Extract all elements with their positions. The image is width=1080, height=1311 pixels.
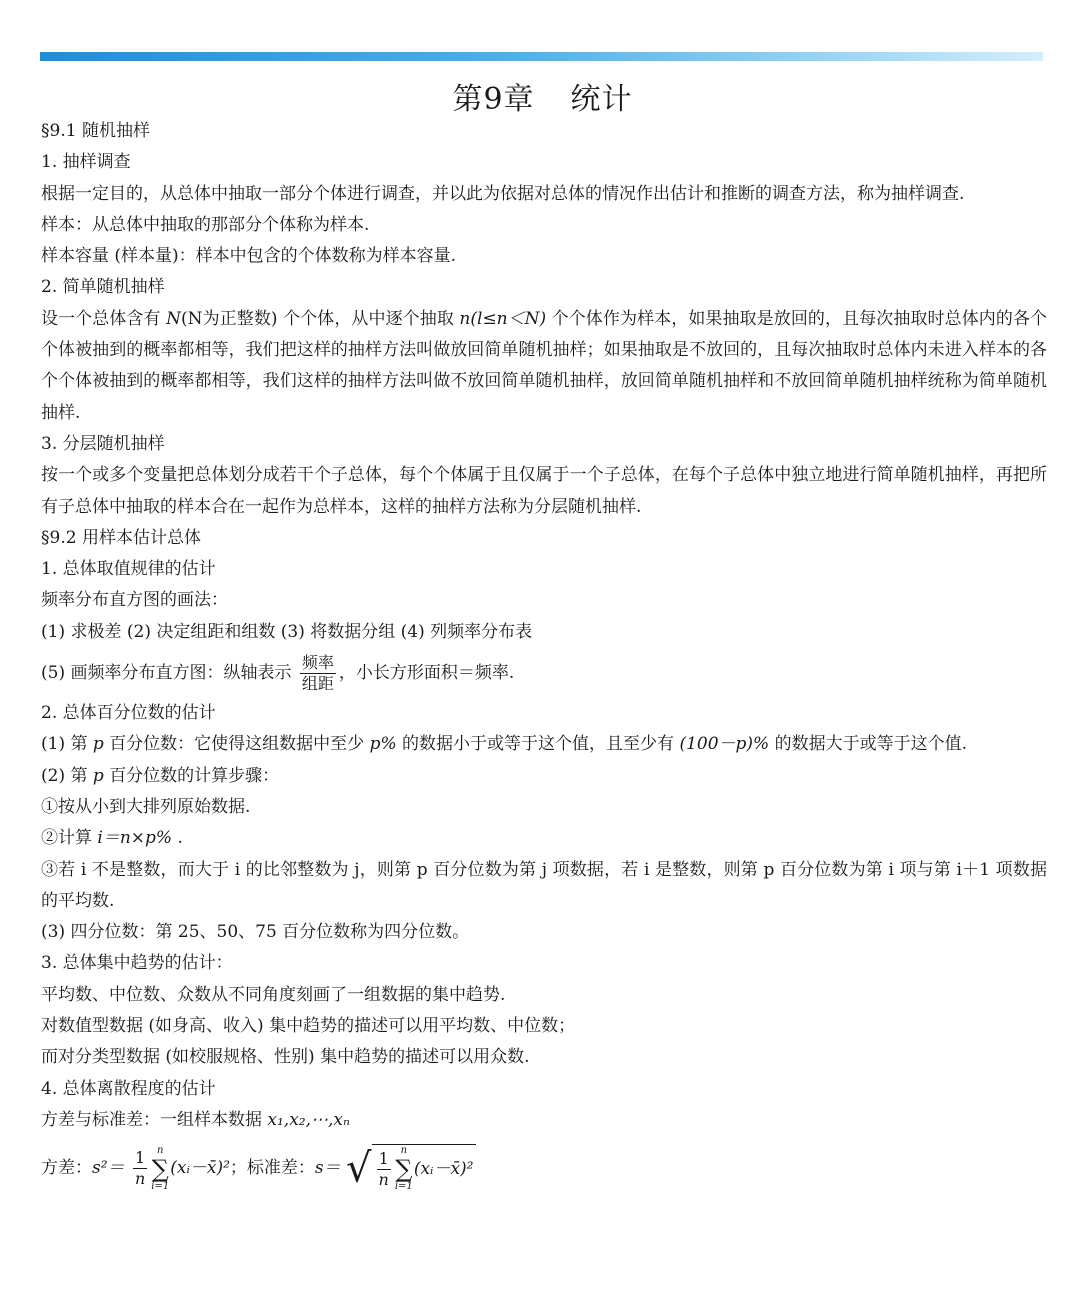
fraction-denominator: n: [378, 1169, 389, 1189]
fraction-numerator: 1: [377, 1149, 391, 1170]
header-accent-bar: [40, 52, 1043, 61]
subheading-dispersion: 4. 总体离散程度的估计: [41, 1078, 216, 1099]
sum-lower-limit: i=1: [151, 1180, 170, 1192]
text-run: 的数据大于或等于这个值.: [774, 734, 968, 755]
summation-sign: [395, 1145, 413, 1193]
subheading-simple-random: 2. 简单随机抽样: [41, 277, 165, 298]
text-run: ，小长方形面积＝频率.: [338, 663, 515, 684]
variance-std-formula: [41, 1138, 1047, 1198]
sigma-glyph: ∑: [151, 1154, 169, 1183]
math-s-squared: s²＝: [92, 1158, 125, 1179]
text-run: 设一个总体含有: [41, 308, 161, 329]
math-squared-deviation: (xᵢ－x̄)²: [413, 1158, 474, 1179]
section-heading-9-1: §9.1 随机抽样: [41, 121, 150, 141]
summation-sign: [151, 1145, 169, 1193]
math-sample-vars: x₁,x₂,⋯,xₙ: [267, 1109, 350, 1130]
math-N: N: [166, 308, 181, 329]
fraction-denominator: n: [134, 1169, 146, 1189]
math-range: n(l≤n＜N): [459, 308, 547, 329]
quartile-definition: (3) 四分位数：第 25、50、75 百分位数称为四分位数。: [41, 922, 470, 943]
central-tendency-line-3: 而对分类型数据 (如校服规格、性别) 集中趋势的描述可以用众数.: [41, 1047, 530, 1068]
fraction-frequency-per-width: [300, 653, 336, 694]
paragraph-stratified: 按一个或多个变量把总体划分成若干个子总体，每个个体属于且仅属于一个子总体，在每个子总体中独立地进行简单随机抽样，再把所有子总体中抽取的样本合在一起作为总样本，这样的抽样方法称为分层随机抽样.: [41, 465, 1047, 517]
subheading-percentile: 2. 总体百分位数的估计: [41, 703, 216, 724]
percentile-step-1: ①按从小到大排列原始数据.: [41, 796, 251, 817]
chapter-name: 统计: [570, 82, 633, 117]
section-heading-9-2: §9.2 用样本估计总体: [41, 527, 201, 548]
text-run: 方差：: [41, 1158, 92, 1179]
central-tendency-line-1: 平均数、中位数、众数从不同角度刻画了一组数据的集中趋势.: [41, 984, 506, 1005]
subheading-sampling-survey: 1. 抽样调查: [41, 152, 131, 173]
fraction-numerator: 频率: [301, 653, 334, 673]
text-run: 个个体作为样本，如果抽取是放回的，且每次抽取时总体内的各个个体被抽到的概率都相等，我们把这样的抽样方法叫做放回简单随机抽样；如果抽取是不放回的，且每次抽取时总体内未进入样本的各个个体被抽到的概率都相等，我们这样的抽样方法叫做不放回简单随机抽样，放回简单随机抽样和不放回简单随机抽样统称为简单随机抽样.: [41, 308, 1048, 423]
percentile-step-3: ③若 i 不是整数，而大于 i 的比邻整数为 j，则第 p 百分位数为第 j 项数据，若 i 是整数，则第 p 百分位数为第 i 项与第 i＋1 项数据的平均数.: [41, 859, 1047, 911]
subheading-central-tendency: 3. 总体集中趋势的估计：: [41, 953, 233, 974]
percentile-calc-heading: [41, 761, 1047, 792]
subheading-stratified: 3. 分层随机抽样: [41, 433, 165, 454]
text-run: (2) 第: [41, 765, 88, 786]
definition-sample: 样本：从总体中抽取的那部分个体称为样本.: [41, 214, 370, 235]
paragraph-simple-random: [41, 304, 1047, 429]
histogram-step5: [41, 648, 1047, 698]
histogram-method: 频率分布直方图的画法：: [41, 590, 228, 611]
fraction-numerator: 1: [133, 1148, 147, 1169]
subheading-distribution: 1. 总体取值规律的估计: [41, 559, 216, 580]
text-run: 的数据小于或等于这个值，且至少有: [402, 734, 675, 755]
math-i-expression: i＝n×p% .: [97, 828, 183, 849]
fraction-one-over-n: [133, 1148, 147, 1189]
text-run: (N为正整数): [180, 308, 278, 329]
sum-upper-limit: n: [157, 1144, 164, 1156]
text-run: 方差与标准差：一组样本数据: [41, 1109, 262, 1130]
central-tendency-line-2: 对数值型数据 (如身高、收入) 集中趋势的描述可以用平均数、中位数；: [41, 1016, 576, 1037]
text-run: ；标准差：: [229, 1158, 315, 1179]
math-p-percent: p%: [369, 734, 397, 755]
sqrt-body: [372, 1144, 476, 1194]
document-body: [41, 116, 1047, 1198]
math-p: p: [92, 765, 104, 786]
percentile-definition: [41, 729, 1047, 760]
dispersion-intro: [41, 1105, 1047, 1136]
math-s: s＝: [314, 1158, 341, 1179]
text-run: (5) 画频率分布直方图：纵轴表示: [41, 663, 292, 684]
text-run: (1) 第: [41, 734, 88, 755]
text-run: 百分位数的计算步骤：: [109, 765, 280, 786]
paragraph-sampling-survey: 根据一定目的，从总体中抽取一部分个体进行调查，并以此为依据对总体的情况作出估计和推断的调查方法，称为抽样调查.: [41, 183, 965, 204]
fraction-one-over-n: [377, 1149, 391, 1190]
sum-lower-limit: i=1: [394, 1181, 413, 1193]
text-run: 百分位数：它使得这组数据中至少: [109, 734, 365, 755]
math-squared-deviation: (xᵢ－x̄)²: [170, 1158, 230, 1179]
definition-sample-size: 样本容量 (样本量)：样本中包含的个体数称为样本容量.: [41, 246, 457, 267]
text-run: ②计算: [41, 828, 92, 849]
percentile-step-2: [41, 823, 1047, 854]
math-100-minus-p: (100－p)%: [679, 734, 770, 755]
chapter-number: 第9章: [452, 82, 535, 117]
text-run: 个个体，从中逐个抽取: [283, 308, 454, 329]
sqrt-icon: √: [346, 1145, 372, 1192]
sigma-glyph: ∑: [395, 1155, 413, 1184]
math-p: p: [92, 734, 104, 755]
page-title: [0, 74, 1080, 118]
histogram-steps: (1) 求极差 (2) 决定组距和组数 (3) 将数据分组 (4) 列频率分布表: [41, 621, 533, 642]
fraction-denominator: 组距: [301, 674, 334, 694]
sum-upper-limit: n: [400, 1145, 408, 1157]
